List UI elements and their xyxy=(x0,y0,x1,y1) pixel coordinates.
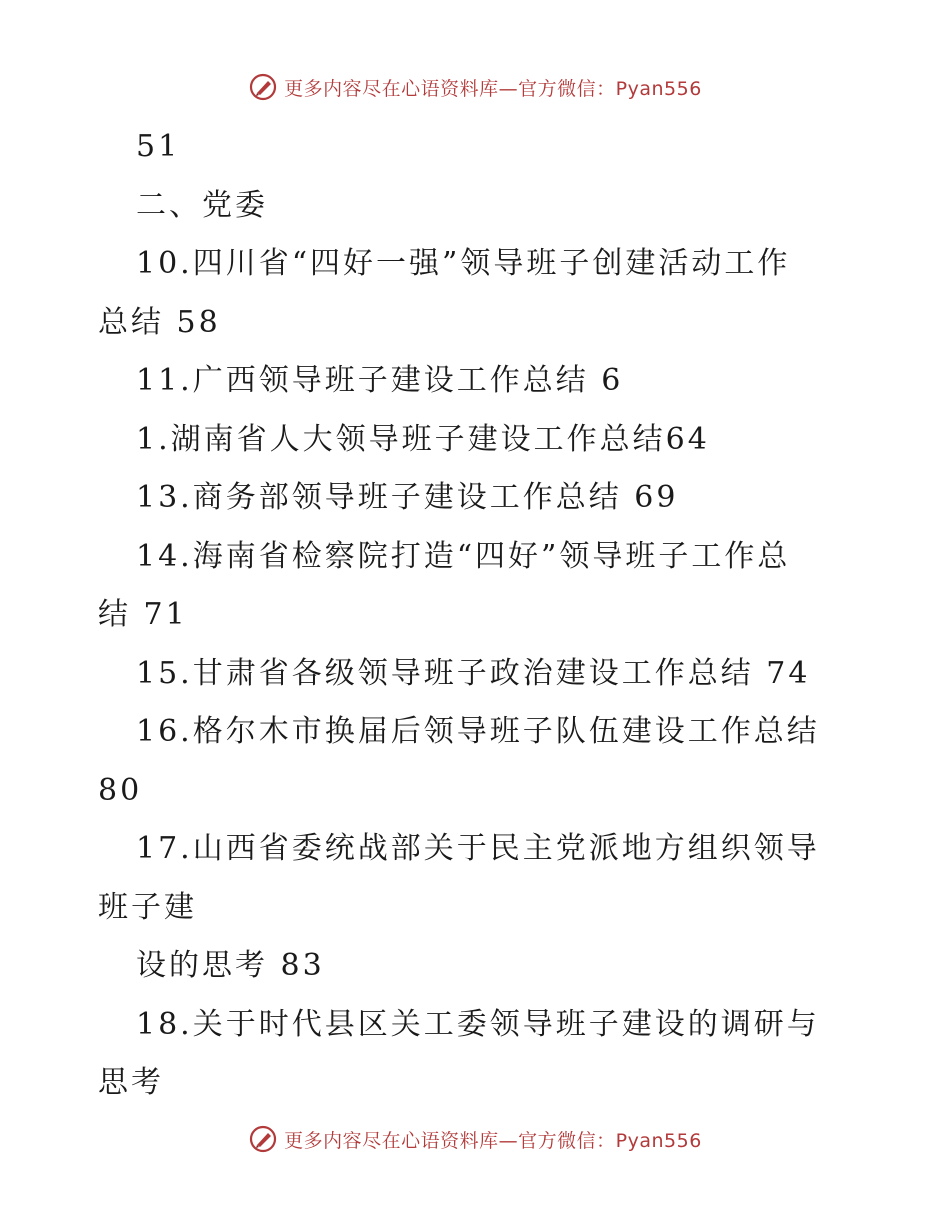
header-watermark xyxy=(0,72,950,102)
pen-logo-icon xyxy=(248,72,278,102)
toc-entry: 18.关于时代县区关工委领导班子建设的调研与 xyxy=(136,1006,820,1042)
toc-entry-continued: 总结 58 xyxy=(98,304,221,340)
toc-entry-continued: 结 71 xyxy=(98,597,188,632)
toc-entry: 10.四川省“四好一强”领导班子创建活动工作 xyxy=(136,246,791,281)
toc-entry-continued: 设的思考 83 xyxy=(136,948,325,983)
watermark-text: 更多内容尽在心语资料库—官方微信：Pyan556 xyxy=(284,77,702,100)
pen-logo-icon xyxy=(248,1124,278,1154)
document-body xyxy=(98,118,838,1113)
section-heading: 二、党委 xyxy=(136,187,268,223)
watermark-text: 更多内容尽在心语资料库—官方微信：Pyan556 xyxy=(284,1129,702,1152)
toc-entry: 11.广西领导班子建设工作总结 6 xyxy=(136,363,624,398)
footer-watermark xyxy=(0,1124,950,1154)
toc-entry: 17.山西省委统战部关于民主党派地方组织领导 xyxy=(136,831,820,866)
toc-entry: 13.商务部领导班子建设工作总结 69 xyxy=(136,480,679,515)
toc-entry-continued: 80 xyxy=(98,772,143,808)
toc-entry-continued: 思考 xyxy=(98,1065,164,1100)
toc-entry: 16.格尔木市换届后领导班子队伍建设工作总结 xyxy=(136,714,820,749)
text-line: 51 xyxy=(136,129,181,164)
toc-entry: 1.湖南省人大领导班子建设工作总结64 xyxy=(136,421,710,457)
toc-entry: 14.海南省检察院打造“四好”领导班子工作总 xyxy=(136,538,791,574)
toc-entry: 15.甘肃省各级领导班子政治建设工作总结 74 xyxy=(136,655,811,691)
toc-entry-continued: 班子建 xyxy=(98,889,197,925)
